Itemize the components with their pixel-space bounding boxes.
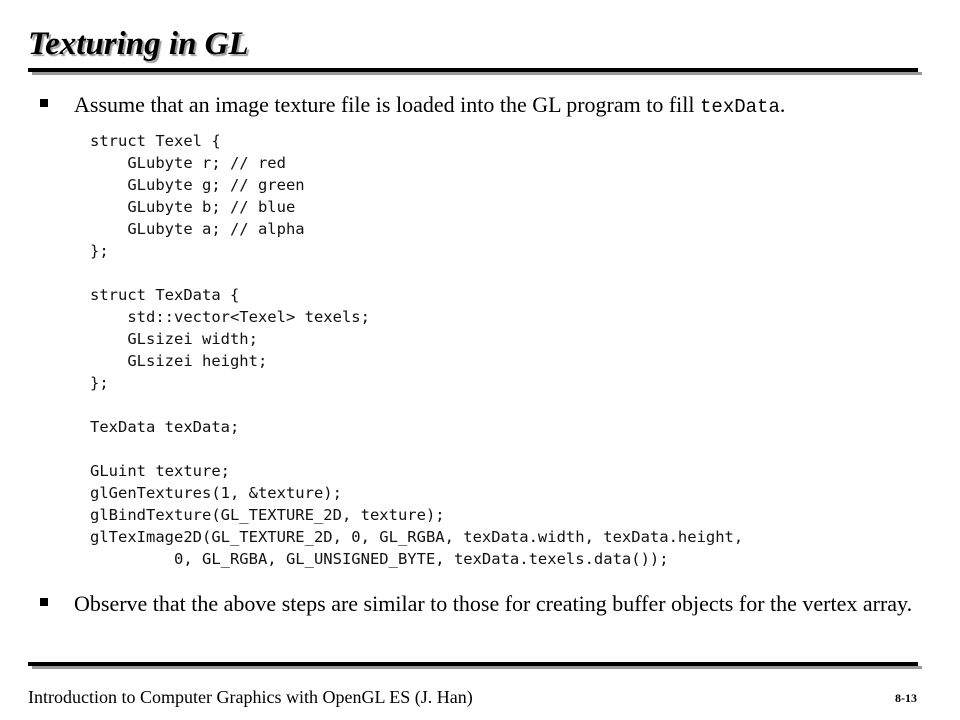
title-divider (28, 68, 918, 72)
bullet-text-before-code: Assume that an image texture file is loaded into the GL program to fill (74, 92, 701, 117)
code-line: GLsizei height; (90, 352, 268, 370)
code-line: GLsizei width; (90, 330, 258, 348)
code-line: GLubyte b; // blue (90, 198, 296, 216)
bullet-text (74, 89, 945, 123)
code-listing (90, 130, 743, 570)
bullet-item-texture-loading (40, 89, 945, 123)
code-line: glTexImage2D(GL_TEXTURE_2D, 0, GL_RGBA, texData.width, texData.height, (90, 528, 744, 546)
code-line: struct Texel { (90, 132, 221, 150)
code-line (90, 262, 743, 284)
code-line: struct TexData { (90, 286, 240, 304)
square-bullet-icon (40, 99, 48, 107)
bullet-item-buffer-comparison (40, 588, 945, 620)
code-line: TexData texData; (90, 418, 240, 436)
slide-title: Texturing in GL (28, 26, 249, 62)
square-bullet-icon (40, 598, 48, 606)
code-line: GLubyte a; // alpha (90, 220, 305, 238)
code-line: std::vector<Texel> texels; (90, 308, 370, 326)
code-line: GLuint texture; (90, 462, 230, 480)
code-line: }; (90, 242, 109, 260)
code-line: 0, GL_RGBA, GL_UNSIGNED_BYTE, texData.texels.data()); (90, 550, 669, 568)
code-line: GLubyte r; // red (90, 154, 286, 172)
footer-course-title: Introduction to Computer Graphics with OpenGL ES (J. Han) (28, 687, 473, 707)
code-line: }; (90, 374, 109, 392)
page-number: 8-13 (895, 691, 917, 705)
code-line (90, 394, 743, 416)
code-line: glBindTexture(GL_TEXTURE_2D, texture); (90, 506, 445, 524)
bullet-text: Observe that the above steps are similar to those for creating buffer objects for the vertex array. (74, 591, 913, 616)
inline-code-texdata: texData (700, 96, 780, 118)
footer-divider (28, 662, 918, 666)
code-line: GLubyte g; // green (90, 176, 305, 194)
code-line (90, 438, 743, 460)
code-line: glGenTextures(1, &texture); (90, 484, 342, 502)
bullet-text-after-code: . (779, 92, 786, 117)
